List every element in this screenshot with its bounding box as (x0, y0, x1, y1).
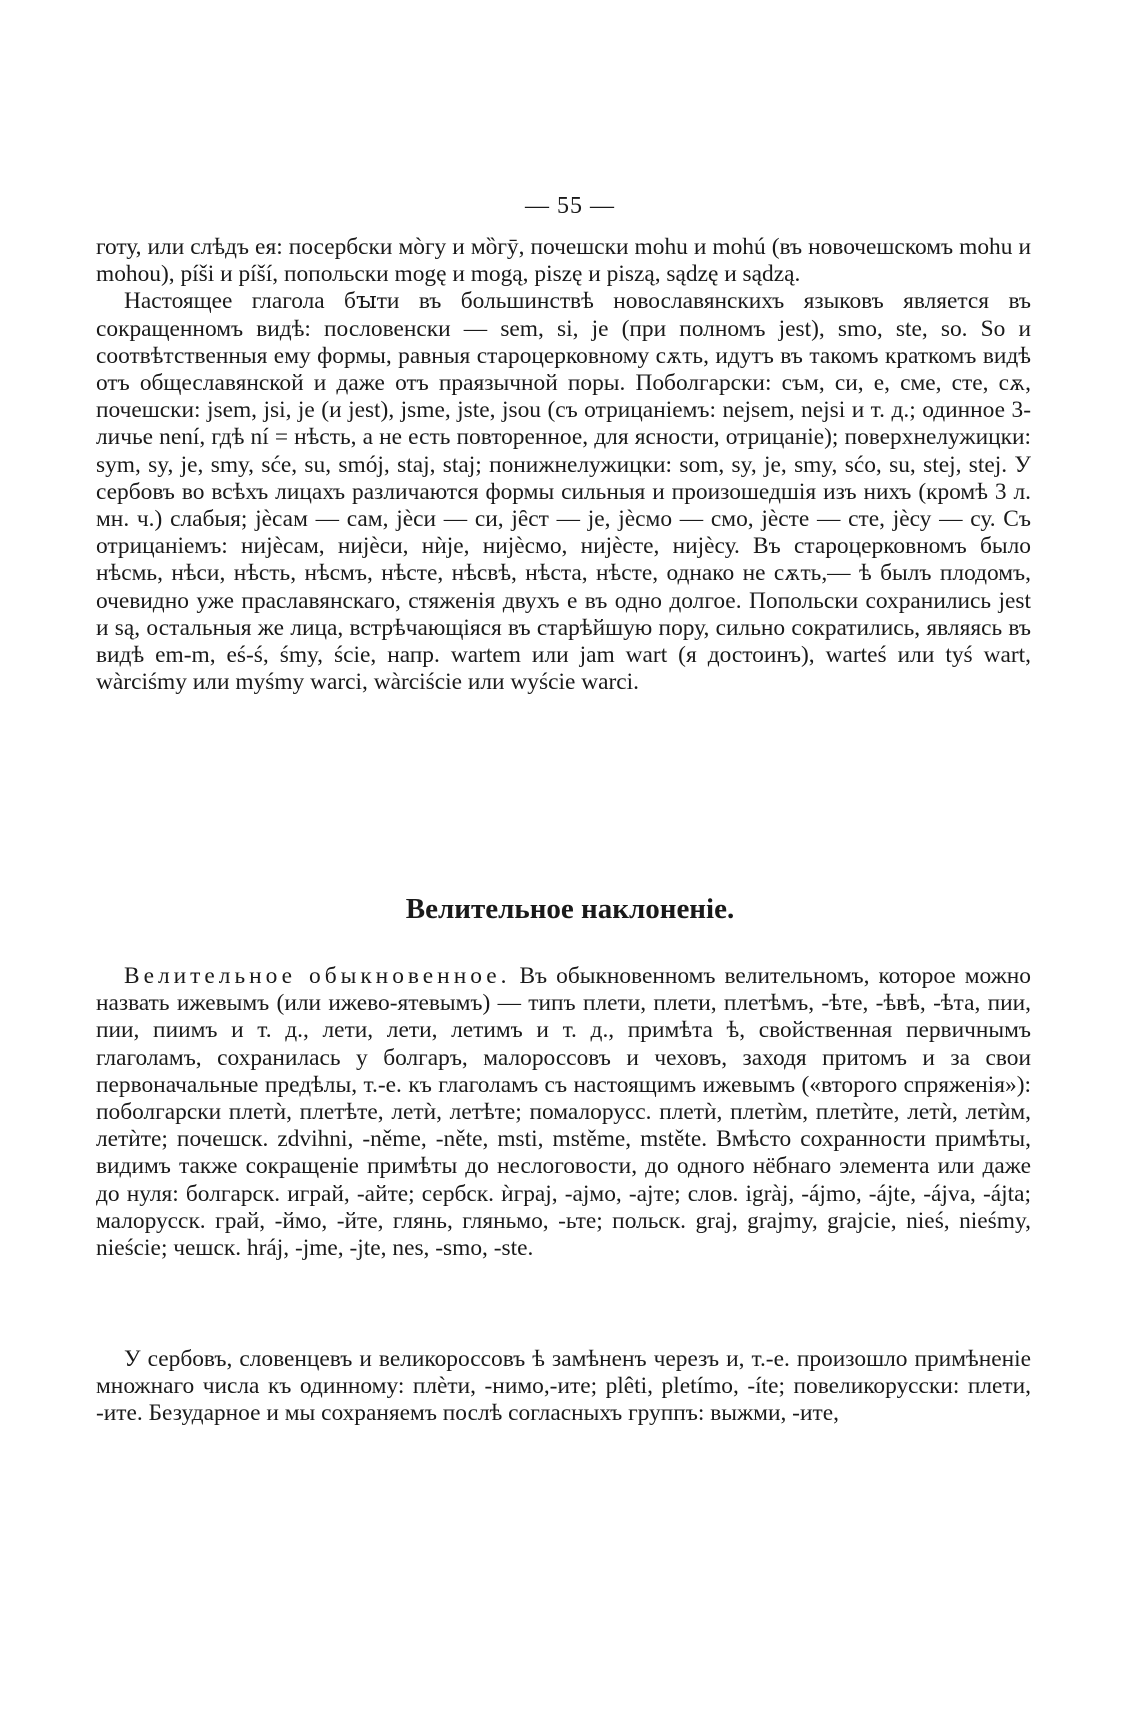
section-heading: Велительное наклоненіе. (405, 893, 735, 925)
text-block-last (96, 1346, 1031, 1428)
paragraph-3 (96, 963, 1031, 1262)
paragraph-1: готу, или слѣдъ ея: посербски мòгу и мȍгӯ, почешски mohu и mohú (въ новочешскомъ mohu и mohou), píši и píší, попольски mogę и mogą, piszę и piszą, sądzę и sądzą. (96, 234, 1031, 288)
paragraph-2: Настоящее глагола бꙑти въ большинствѣ новославянскихъ языковъ является въ сокращенномъ видѣ: пословенски — sem, si, je (при полномъ jest), smo, ste, so. So и соотвѣтственныя ему формы, равныя староцерковному сѫть, идутъ въ такомъ краткомъ видѣ отъ общеславянской и даже отъ праязычной поры. Поболгарски: съм, си, е, сме, сте, сѫ, почешски: jsem, jsi, je (и jest), jsme, jste, jsou (съ отрицаніемъ: nejsem, nejsi и т. д.; одинное 3-личье není, гдѣ ní = нѣсть, а не есть повторенное, для ясности, отрицаніе); поверхнелужицки: sym, sy, je, smy, sće, su, smój, staj, staj; понижнелужицки: som, sy, je, smy, sćo, su, stej, stej. У сербовъ во всѣхъ лицахъ различаются формы сильныя и произошедшія изъ нихъ (кромѣ 3 л. мн. ч.) слабыя; jèсам — сам, jèси — си, jȇст — je, jèсмо — смо, jèсте — сте, jèсу — су. Съ отрицаніемъ: нијèсам, нијèси, нѝје, нијèсмо, нијèсте, нијèсу. Въ староцерковномъ было нѣсмь, нѣси, нѣсть, нѣсмъ, нѣсте, нѣсвѣ, нѣста, нѣсте, однако не сѫть,— ѣ былъ плодомъ, очевидно уже праславянскаго, стяженія двухъ е въ одно долгое. Попольски сохранились jest и są, остальныя же лица, встрѣчающіяся въ старѣйшую пору, сильно сократились, являясь въ видѣ em-m, eś-ś, śmy, ście, напр. wartem или jam wart (я достоинъ), warteś или tyś wart, wàrciśmy или myśmy warci, wàrciście или wyście warci. (96, 288, 1031, 696)
paragraph-3-lead: Велительное обыкновенное. (124, 963, 511, 989)
text-block-bottom (96, 963, 1031, 1262)
paragraph-3-body: Въ обыкновенномъ велительномъ, которое можно назвать ижевымъ (или ижево-ятевымъ) — типъ плети, плети, плетѣмъ, -ѣте, -ѣвѣ, -ѣта, пии, пии, пиимъ и т. д., лети, лети, летимъ и т. д., примѣта ѣ, свойственная первичнымъ глаголамъ, сохранилась у болгаръ, малороссовъ и чеховъ, заходя притомъ и за свои первоначальные предѣлы, т.-е. къ глаголамъ съ настоящимъ ижевымъ («второго спряженія»): поболгарски плетѝ, плетѣте, летѝ, летѣте; помалорусс. плетѝ, плетѝм, плетѝте, летѝ, летѝм, летѝте; почешск. zdvihni, -něme, -něte, msti, mstěme, mstěte. Вмѣсто сохранности примѣты, видимъ также сокращеніе примѣты до неслоговости, до одного нёбнаго элемента или даже до нуля: болгарск. играй, -айте; сербск. ѝграј, -ајмо, -ајте; слов. igràj, -ájmo, -ájte, -ájva, -ájta; малорусск. грай, -ймо, -йте, глянь, гляньмо, -ьте; польск. graj, grajmy, grajcie, nieś, nieśmy, nieście; чешск. hráj, -jme, -jte, nes, -smo, -ste. (96, 963, 1031, 1262)
text-block-top (96, 234, 1031, 696)
page-number: — 55 — (525, 193, 615, 219)
paragraph-4: У сербовъ, словенцевъ и великороссовъ ѣ замѣненъ черезъ и, т.-е. произошло примѣненіе множнаго числа къ одинному: плѐти, -нимо,-ите; plêti, pletímo, -íte; повеликорусски: плети, -ите. Безударное и мы сохраняемъ послѣ согласныхъ группъ: выжми, -ите, (96, 1346, 1031, 1427)
